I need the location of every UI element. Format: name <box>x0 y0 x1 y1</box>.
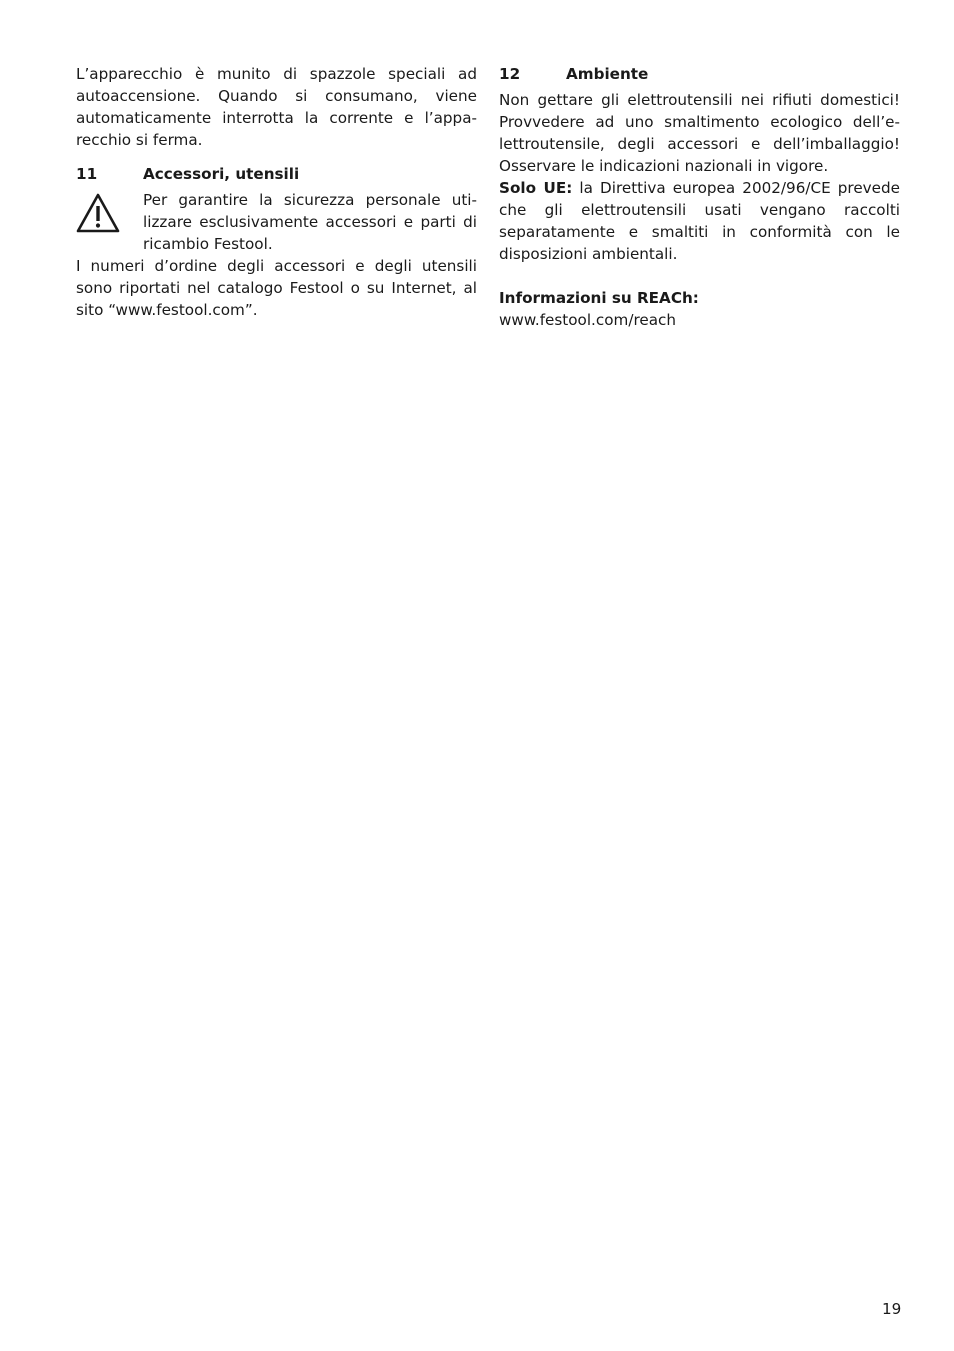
section-11-number: 11 <box>76 165 98 183</box>
reach-title: Informazioni su REACh: <box>499 289 699 307</box>
eu-paragraph <box>499 177 900 265</box>
section-12-title: Ambiente <box>566 65 649 83</box>
page-number: 19 <box>882 1300 902 1318</box>
eu-label: Solo UE: <box>499 179 573 197</box>
section-12-heading <box>499 63 900 85</box>
left-column <box>76 63 477 321</box>
right-column <box>499 63 900 331</box>
eu-text: la Direttiva europea 2002/96/CE prevede che gli elettroutensili usati vengano raccolti separatamente e smaltiti in conformità con le disposizioni ambientali. <box>499 179 900 263</box>
spacer <box>499 265 900 287</box>
section-12-number: 12 <box>499 65 521 83</box>
spacer <box>76 151 477 163</box>
section-11-heading <box>76 163 477 185</box>
section-11-body: I numeri d’ordine degli accessori e degli utensili sono riportati nel catalogo Festool o su Internet, al sito “www.festool.com”. <box>76 257 477 319</box>
warning-triangle-icon <box>76 189 143 233</box>
section-11-title: Accessori, utensili <box>143 165 300 183</box>
warning-block <box>76 189 477 255</box>
intro-paragraph: L’apparecchio è munito di spazzole speciali ad autoaccensione. Quando si consumano, viene automaticamente interrotta la corrente e l’apparecchio si ferma. <box>76 65 477 149</box>
reach-link[interactable]: www.festool.com/reach <box>499 311 676 329</box>
section-12-paragraph: Non gettare gli elettroutensili nei rifiuti domestici! Provvedere ad uno smaltimento ecologico dell’elettroutensile, degli accessori e dell’imballaggio! Osservare le indicazioni nazionali in vigore. <box>499 91 900 175</box>
warning-text: Per garantire la sicurezza personale utilizzare esclusivamente accessori e parti di ricambio Festool. <box>143 191 477 253</box>
